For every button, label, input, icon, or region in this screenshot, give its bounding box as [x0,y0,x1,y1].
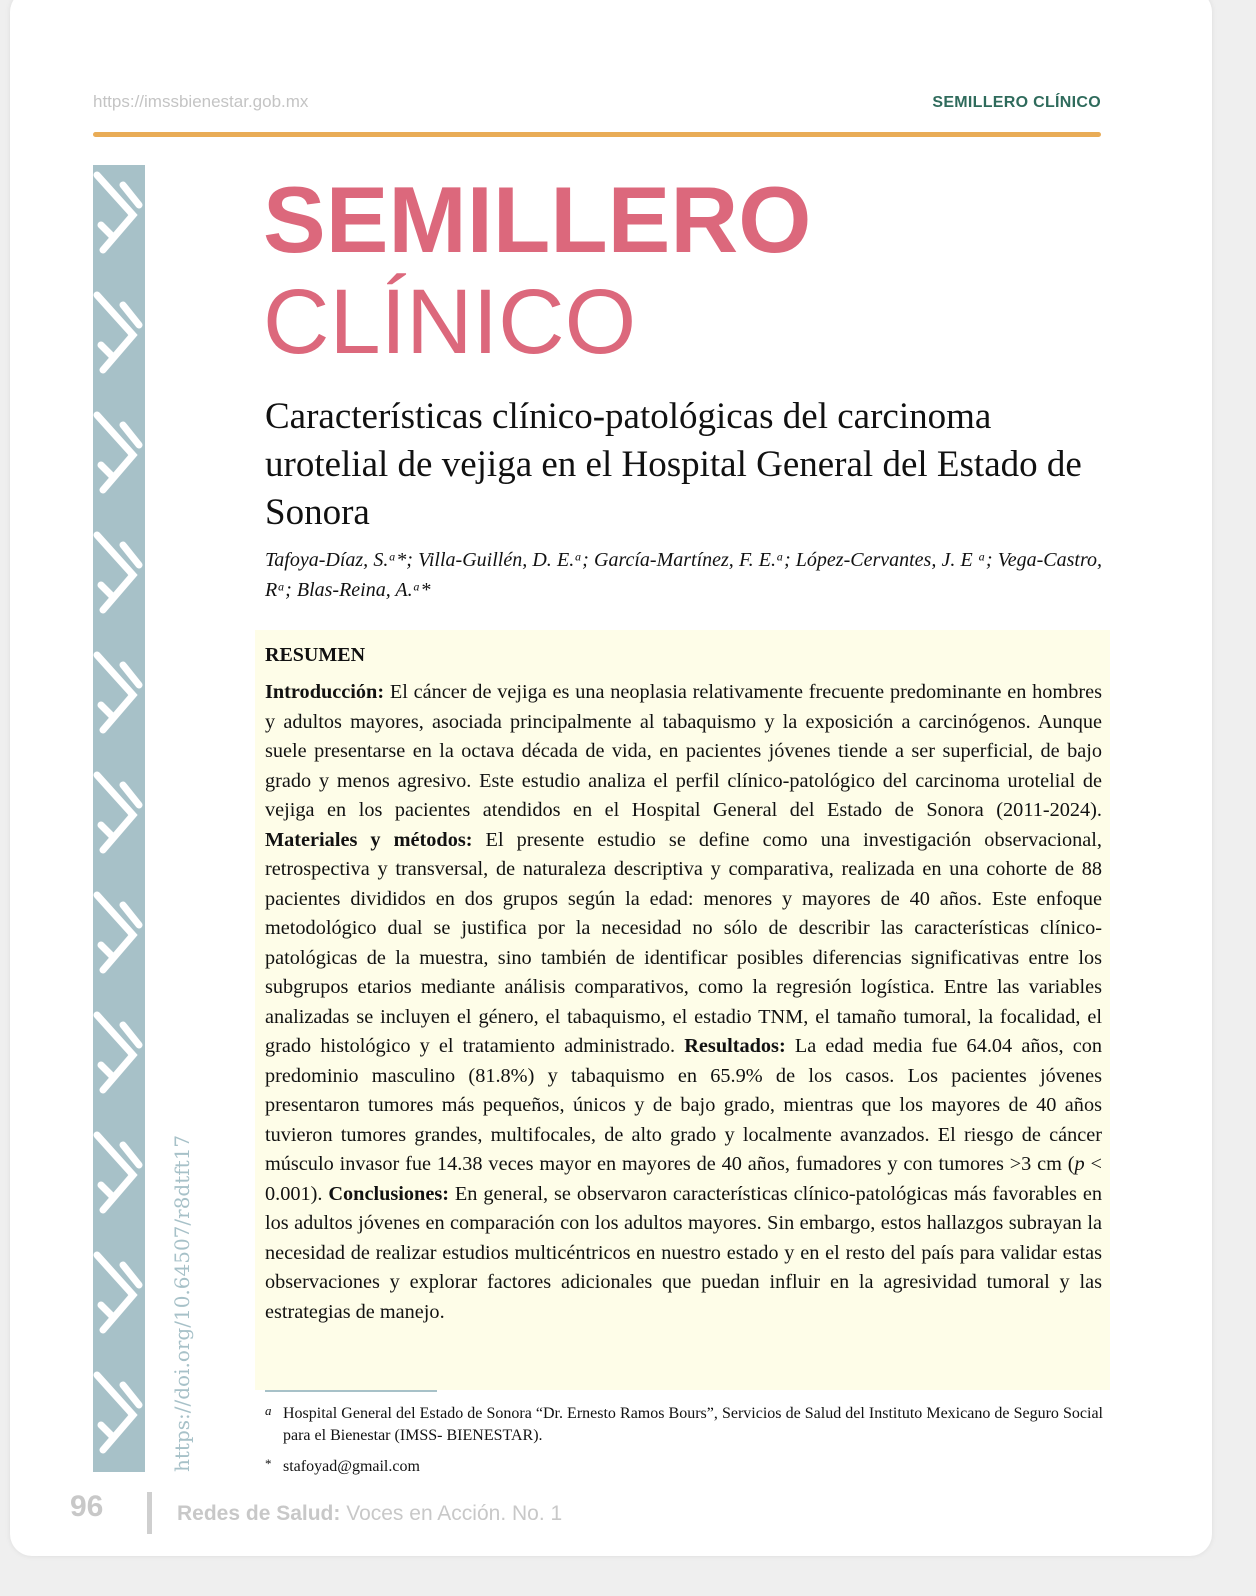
journal-name: Redes de Salud: Voces en Acción. No. 1 [177,1502,563,1525]
page-number: 96 [70,1490,104,1523]
header-section: SEMILLERO CLÍNICO [932,94,1101,111]
header-url: https://imssbienestar.gob.mx [93,92,309,111]
methods-label: Materiales y métodos: [265,828,473,851]
footnote-divider [265,1390,437,1392]
article-title: Características clínico-patológicas del carcinoma urotelial de vejiga en el Hospital General del Estado de Sonora [265,396,1082,533]
abstract-box [255,630,1110,1390]
p-symbol: p [1074,1153,1085,1175]
methods-text: El presente estudio se define como una investigación observacional, retrospectiva y transversal, de naturaleza descriptiva y comparativa, realizada en una cohorte de 88 pacientes divididos en dos grupos según la edad: menores y mayores de 40 años. Este enfoque metodológico dual se justifica por la necesidad no sólo de describir las características clínico-patológicas de la muestra, sino también de identificar posibles diferencias significativas entre los subgrupos etarios mediante análisis comparativos, como la regresión logística. Entre las variables analizadas se incluyen el género, el tabaquismo, el estadio TNM, el tamaño tumoral, la focalidad, el grado histológico y el tratamiento administrado. [265,828,1103,1057]
conclusions-label: Conclusiones: [328,1182,449,1205]
results-end: < 0.001). [265,1153,1102,1205]
section-title-line1: SEMILLERO [263,167,812,272]
article-authors: Tafoya-Díaz, S.ᵃ*; Villa-Guillén, D. E.ᵃ; García-Martínez, F. E.ᵃ; López-Cervantes, J. E ᵃ; Vega-Castro, Rᵃ; Blas-Reina, A.ᵃ* [265,549,1102,601]
header-rule [93,132,1101,137]
footnote-email: * stafoyad@gmail.com [265,1456,420,1475]
section-title-line2: CLÍNICO [263,271,637,373]
abstract-text [265,678,1102,1327]
abstract-heading: RESUMEN [265,644,366,666]
decorative-strip [93,165,145,1472]
conclusions-text: En general, se observaron características clínico-patológicas más favorables en los adultos jóvenes en comparación con los adultos mayores. Sin embargo, estos hallazgos subrayan la necesidad de realizar estudios multicéntricos en nuestro estado y en el resto del país para validar estas observaciones y explorar factores adicionales que puedan influir en la agresividad tumoral y las estrategias de manejo. [265,1182,1102,1323]
results-text: La edad media fue 64.04 años, con predominio masculino (81.8%) y tabaquismo en 65.9% de los casos. Los pacientes jóvenes presentaron tumores más pequeños, únicos y de bajo grado, mientras que los mayores de 40 años tuvieron tumores grandes, multifocales, de alto grado y localmente avanzados. El riesgo de cáncer músculo invasor fue 14.38 veces mayor en mayores de 40 años, fumadores y con tumores >3 cm ( [265,1035,1102,1175]
intro-label: Introducción: [265,681,385,703]
footnote-affiliation: a Hospital General del Estado de Sonora “Dr. Ernesto Ramos Bours”, Servicios de Salud del Instituto Mexicano de Seguro Social para el Bienestar (IMSS- BIENESTAR). [265,1403,1103,1444]
doi-link[interactable]: https://doi.org/10.64507/r8dtft17 [170,1134,194,1472]
results-label: Resultados: [684,1035,786,1057]
footer-divider [147,1492,152,1534]
intro-text: El cáncer de vejiga es una neoplasia relativamente frecuente predominante en hombres y adultos mayores, asociada principalmente al tabaquismo y la exposición a carcinógenos. Aunque suele presentarse en la octava década de vida, en pacientes jóvenes tiende a ser superficial, de bajo grado y menos agresivo. Este estudio analiza el perfil clínico-patológico del carcinoma urotelial de vejiga en los pacientes atendidos en el Hospital General del Estado de Sonora (2011-2024). [265,681,1102,821]
